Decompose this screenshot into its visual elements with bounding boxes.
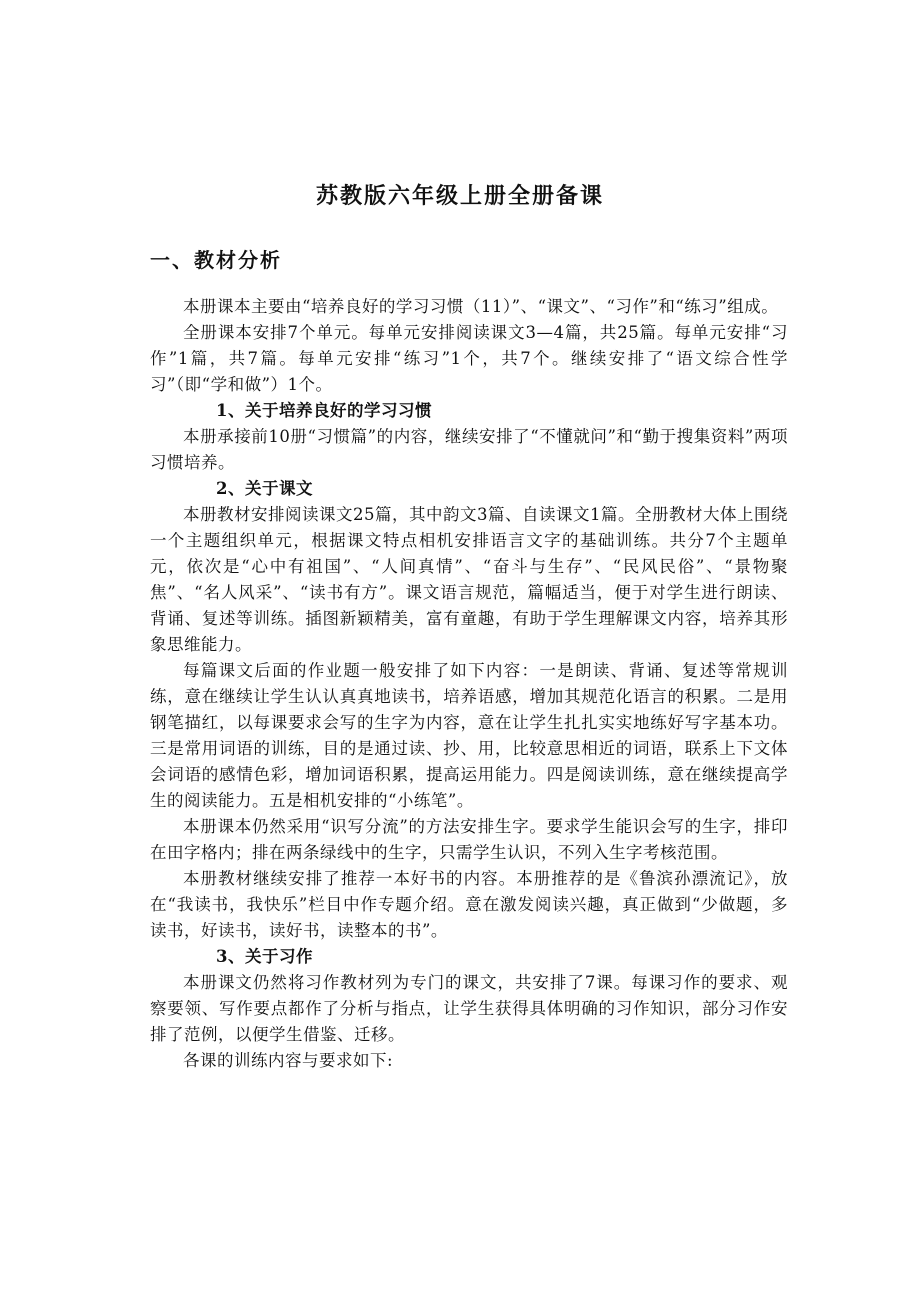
document-body: [150, 294, 788, 1074]
body-paragraph: 本册课文仍然将习作教材列为专门的课文，共安排了7课。每课习作的要求、观察要领、写作要点都作了分析与指点，让学生获得具体明确的习作知识，部分习作安排了范例，以便学生借鉴、迁移。: [150, 973, 788, 1044]
subsection-heading: 2、关于课文: [216, 479, 313, 498]
body-paragraph: 各课的训练内容与要求如下:: [183, 1051, 394, 1070]
body-paragraph: 本册教材继续安排了推荐一本好书的内容。本册推荐的是《鲁滨孙漂流记》，放在“我读书，我快乐”栏目中作专题介绍。意在激发阅读兴趣，真正做到“少做题，多读书，好读书，读好书，读整本的书”。: [150, 869, 788, 940]
body-paragraph: 本册承接前10册“习惯篇”的内容，继续安排了“不懂就问”和“勤于搜集资料”两项习惯培养。: [150, 427, 788, 472]
body-paragraph: 本册教材安排阅读课文25篇，其中韵文3篇、自读课文1篇。全册教材大体上围绕一个主题组织单元，根据课文特点相机安排语言文字的基础训练。共分7个主题单元，依次是“心中有祖国”、“人间真情”、“奋斗与生存”、“民风民俗”、“景物聚焦”、“名人风采”、“读书有方”。课文语言规范，篇幅适当，便于对学生进行朗读、背诵、复述等训练。插图新颖精美，富有童趣，有助于学生理解课文内容，培养其形象思维能力。: [150, 505, 788, 654]
document-title: 苏教版六年级上册全册备课: [315, 183, 604, 209]
body-paragraph: 本册课本仍然采用“识写分流”的方法安排生字。要求学生能识会写的生字，排印在田字格内；排在两条绿线中的生字，只需学生认识，不列入生字考核范围。: [150, 817, 788, 862]
subsection-heading: 1、关于培养良好的学习习惯: [216, 401, 432, 420]
body-paragraph: 全册课本安排7个单元。每单元安排阅读课文3—4篇，共25篇。每单元安排“习作”1篇，共7篇。每单元安排“练习”1个，共7个。继续安排了“语文综合性学习”（即“学和做”）1个。: [150, 323, 788, 394]
subsection-heading: 3、关于习作: [216, 947, 313, 966]
section-heading: 一、教材分析: [150, 248, 282, 272]
body-paragraph: 本册课本主要由“培养良好的学习习惯（11）”、“课文”、“习作”和“练习”组成。: [183, 297, 779, 316]
body-paragraph: 每篇课文后面的作业题一般安排了如下内容：一是朗读、背诵、复述等常规训练，意在继续让学生认认真真地读书，培养语感，增加其规范化语言的积累。二是用钢笔描红，以每课要求会写的生字为内容，意在让学生扎扎实实地练好写字基本功。三是常用词语的训练，目的是通过读、抄、用，比较意思相近的词语，联系上下文体会词语的感情色彩，增加词语积累，提高运用能力。四是阅读训练，意在继续提高学生的阅读能力。五是相机安排的“小练笔”。: [150, 661, 788, 810]
